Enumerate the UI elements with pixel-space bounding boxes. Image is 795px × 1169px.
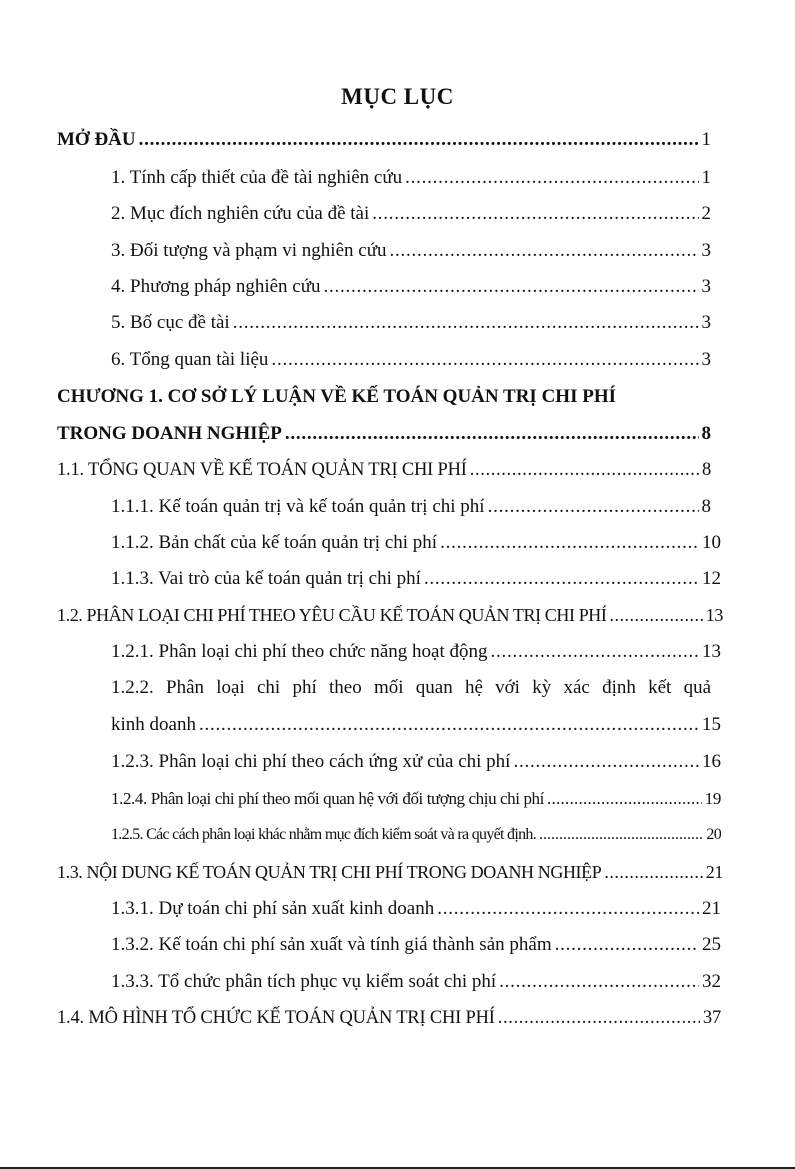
toc-entry-label: 1.4. MÔ HÌNH TỔ CHỨC KẾ TOÁN QUẢN TRỊ CHI PHÍ xyxy=(57,1008,495,1028)
toc-page-number: 3 xyxy=(701,240,711,261)
toc-entry-label: 5. Bố cục đề tài xyxy=(111,312,230,333)
toc-entry-1-1[interactable] xyxy=(57,458,711,482)
toc-entry-label: 1.2.1. Phân loại chi phí theo chức năng hoạt động xyxy=(111,641,488,662)
dot-leader xyxy=(233,311,699,335)
toc-entry-label: 1. Tính cấp thiết của đề tài nghiên cứu xyxy=(111,167,403,188)
toc-entry-label: TRONG DOANH NGHIỆP xyxy=(57,423,282,444)
toc-entry-label: 3. Đối tượng và phạm vi nghiên cứu xyxy=(111,240,387,261)
toc-entry-label: 4. Phương pháp nghiên cứu xyxy=(111,276,321,297)
toc-entry-1-1-3[interactable] xyxy=(111,567,721,591)
toc-chapter-heading-line1[interactable]: CHƯƠNG 1. CƠ SỞ LÝ LUẬN VỀ KẾ TOÁN QUẢN TRỊ CHI PHÍ xyxy=(57,386,616,407)
toc-entry-1-2-5[interactable] xyxy=(111,823,721,847)
toc-entry-label: 1.1.3. Vai trò của kế toán quản trị chi phí xyxy=(111,568,421,589)
toc-entry-label: 1.3.1. Dự toán chi phí sản xuất kinh doanh xyxy=(111,898,435,919)
toc-page-number: 3 xyxy=(701,349,711,370)
dot-leader xyxy=(513,750,699,774)
toc-page-number: 3 xyxy=(701,312,711,333)
dot-leader xyxy=(437,897,699,921)
toc-entry-label: 1.1. TỔNG QUAN VỀ KẾ TOÁN QUẢN TRỊ CHI PHÍ xyxy=(57,460,467,480)
toc-page-number: 2 xyxy=(701,203,711,224)
dot-leader xyxy=(324,275,699,299)
toc-page-number: 8 xyxy=(701,460,711,480)
toc-page-number: 1 xyxy=(701,129,711,150)
toc-page-number: 25 xyxy=(702,934,721,955)
toc-page-number: 15 xyxy=(702,714,721,735)
dot-leader xyxy=(424,567,699,591)
toc-entry-label: 1.3.2. Kế toán chi phí sản xuất và tính giá thành sản phẩm xyxy=(111,934,552,955)
toc-entry-5[interactable] xyxy=(111,311,711,335)
toc-entry-label: 1.2. PHÂN LOẠI CHI PHÍ THEO YÊU CẦU KẾ TOÁN QUẢN TRỊ CHI PHÍ xyxy=(57,605,607,625)
toc-entry-label: kinh doanh xyxy=(111,714,196,735)
dot-leader xyxy=(199,713,699,737)
dot-leader xyxy=(390,239,699,263)
toc-page-number: 19 xyxy=(704,789,721,808)
page-title: MỤC LỤC xyxy=(341,84,454,109)
toc-entry-mo-dau[interactable] xyxy=(57,128,711,152)
toc-entry-1-3[interactable] xyxy=(57,860,723,884)
toc-page-number: 20 xyxy=(706,826,721,843)
toc-entry-1-3-3[interactable] xyxy=(111,970,721,994)
dot-leader xyxy=(547,787,702,811)
toc-page-number: 13 xyxy=(702,641,721,662)
toc-page-number: 8 xyxy=(701,423,711,444)
toc-page-number: 21 xyxy=(705,862,723,882)
toc-entry-label: 1.1.2. Bản chất của kế toán quản trị chi phí xyxy=(111,532,438,553)
dot-leader xyxy=(470,458,699,482)
toc-page-number: 16 xyxy=(702,751,721,772)
dot-leader xyxy=(604,860,702,884)
toc-entry-1-2[interactable] xyxy=(57,603,723,627)
toc-entry-chapter-1[interactable] xyxy=(57,422,711,446)
toc-entry-1-2-2[interactable] xyxy=(111,713,721,737)
toc-entry-1[interactable] xyxy=(111,166,711,190)
toc-entry-label: 1.2.4. Phân loại chi phí theo mối quan hệ với đối tượng chịu chi phí xyxy=(111,789,544,808)
toc-entry-label: 1.3.3. Tổ chức phân tích phục vụ kiểm soát chi phí xyxy=(111,971,497,992)
toc-entry-1-3-2[interactable] xyxy=(111,933,721,957)
toc-entry-label: 2. Mục đích nghiên cứu của đề tài xyxy=(111,203,370,224)
toc-entry-1-2-3[interactable] xyxy=(111,750,721,774)
dot-leader xyxy=(488,495,699,519)
dot-leader xyxy=(285,422,699,446)
toc-page-number: 13 xyxy=(705,605,723,625)
toc-page-number: 37 xyxy=(702,1008,721,1028)
toc-entry-1-2-2-line1[interactable]: 1.2.2. Phân loại chi phí theo mối quan hệ với kỳ xác định kết quả xyxy=(111,677,711,698)
toc-entry-1-1-2[interactable] xyxy=(111,531,721,555)
toc-entry-label: 1.2.3. Phân loại chi phí theo cách ứng xử của chi phí xyxy=(111,751,511,772)
toc-page-number: 3 xyxy=(701,276,711,297)
toc-entry-1-2-4[interactable] xyxy=(111,787,721,811)
toc-page-number: 1 xyxy=(701,167,711,188)
toc-entry-label: 1.3. NỘI DUNG KẾ TOÁN QUẢN TRỊ CHI PHÍ TRONG DOANH NGHIỆP xyxy=(57,862,602,882)
toc-page-number: 8 xyxy=(701,496,711,517)
toc-entry-1-2-1[interactable] xyxy=(111,640,721,664)
toc-entry-6[interactable] xyxy=(111,348,711,372)
toc-entry-1-3-1[interactable] xyxy=(111,897,721,921)
dot-leader xyxy=(498,1006,700,1030)
dot-leader xyxy=(610,603,703,627)
toc-entry-label: MỞ ĐẦU xyxy=(57,129,136,150)
toc-page-number: 10 xyxy=(702,532,721,553)
toc-page-number: 21 xyxy=(702,898,721,919)
toc-entry-4[interactable] xyxy=(111,275,711,299)
toc-page-number: 32 xyxy=(702,971,721,992)
dot-leader xyxy=(491,640,699,664)
toc-entry-label: 6. Tổng quan tài liệu xyxy=(111,349,269,370)
dot-leader xyxy=(271,348,698,372)
toc-entry-2[interactable] xyxy=(111,202,711,226)
dot-leader xyxy=(499,970,699,994)
dot-leader xyxy=(372,202,698,226)
toc-entry-3[interactable] xyxy=(111,239,711,263)
dot-leader xyxy=(440,531,699,555)
toc-page-number: 12 xyxy=(702,568,721,589)
dot-leader xyxy=(555,933,699,957)
dot-leader xyxy=(539,823,703,847)
toc-entry-label: 1.2.5. Các cách phân loại khác nhằm mục đích kiểm soát và ra quyết định. xyxy=(111,826,537,843)
toc-entry-1-1-1[interactable] xyxy=(111,495,711,519)
toc-entry-1-4[interactable] xyxy=(57,1006,721,1030)
toc-entry-label: 1.1.1. Kế toán quản trị và kế toán quản trị chi phí xyxy=(111,496,485,517)
dot-leader xyxy=(405,166,698,190)
dot-leader xyxy=(139,128,699,152)
